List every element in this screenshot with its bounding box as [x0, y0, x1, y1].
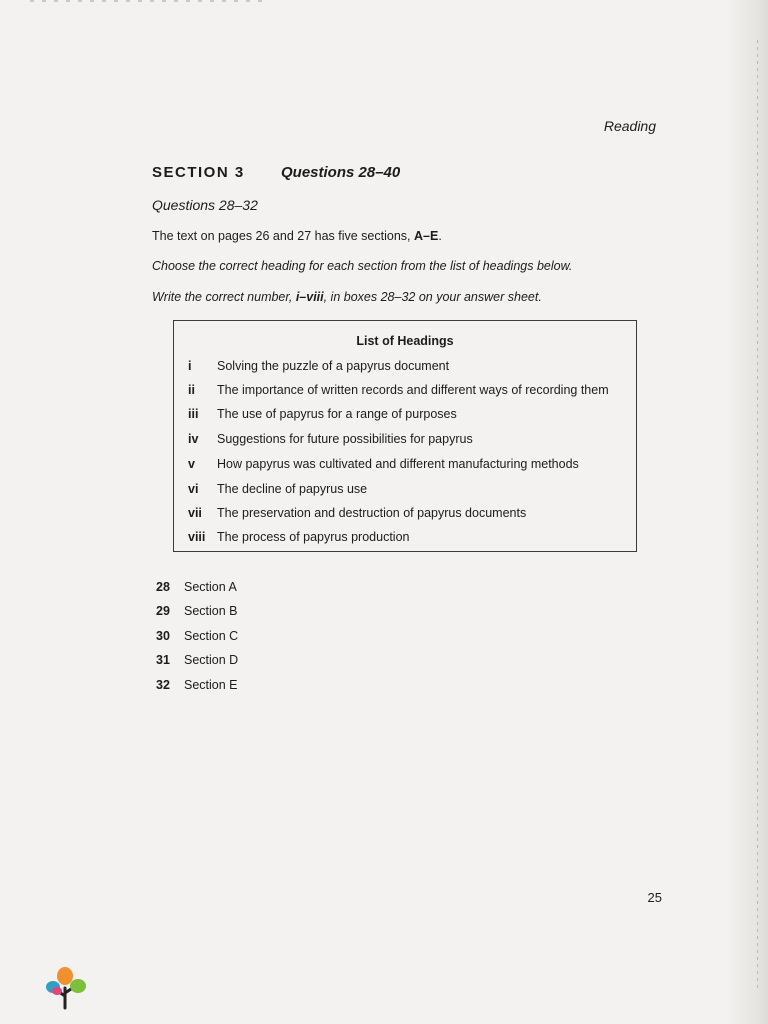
scan-artifact-top [30, 0, 270, 2]
question-number: 31 [156, 653, 170, 667]
instruction-sections: The text on pages 26 and 27 has five sections, A–E. [152, 229, 442, 243]
tree-logo-icon [44, 966, 88, 1010]
scan-edge-line [757, 40, 758, 990]
heading-item [174, 359, 636, 379]
question-number: 32 [156, 678, 170, 692]
heading-number: vi [188, 482, 199, 496]
heading-item [174, 530, 636, 550]
question-item [156, 604, 238, 624]
heading-number: vii [188, 506, 202, 520]
heading-item [174, 383, 636, 403]
heading-text: The preservation and destruction of papyrus documents [217, 506, 527, 520]
question-label: Section D [184, 653, 239, 667]
questions-subheading: Questions 28–32 [152, 197, 258, 213]
question-number: 28 [156, 580, 170, 594]
instruction-write-number: Write the correct number, i–viii, in boxes 28–32 on your answer sheet. [152, 290, 542, 304]
question-number: 30 [156, 629, 170, 643]
question-item [156, 629, 238, 649]
heading-number: v [188, 457, 195, 471]
heading-text: How papyrus was cultivated and different manufacturing methods [217, 457, 579, 471]
question-label: Section C [184, 629, 239, 643]
heading-item [174, 432, 636, 452]
heading-number: iii [188, 407, 199, 421]
instruction-choose-heading: Choose the correct heading for each section from the list of headings below. [152, 259, 573, 273]
question-item [156, 580, 237, 600]
question-item [156, 653, 238, 673]
question-label: Section B [184, 604, 238, 618]
heading-number: i [188, 359, 192, 373]
list-of-headings-box [173, 320, 637, 552]
heading-number: ii [188, 383, 195, 397]
heading-text: Suggestions for future possibilities for papyrus [217, 432, 473, 446]
list-of-headings-title: List of Headings [356, 334, 454, 348]
heading-text: The importance of written records and different ways of recording them [217, 383, 609, 397]
heading-text: The decline of papyrus use [217, 482, 368, 496]
heading-text: Solving the puzzle of a papyrus document [217, 359, 450, 373]
question-item [156, 678, 238, 698]
section-title: SECTION 3 [152, 164, 245, 181]
heading-item [174, 407, 636, 427]
heading-text: The use of papyrus for a range of purposes [217, 407, 457, 421]
scan-edge-shadow [726, 0, 768, 1024]
heading-item [174, 482, 636, 502]
page-number: 25 [647, 890, 662, 905]
question-number: 29 [156, 604, 170, 618]
heading-number: iv [188, 432, 199, 446]
page-header-reading: Reading [603, 118, 656, 134]
heading-text: The process of papyrus production [217, 530, 410, 544]
heading-number: viii [188, 530, 206, 544]
heading-item [174, 457, 636, 477]
section-questions-range: Questions 28–40 [281, 164, 401, 181]
question-label: Section A [184, 580, 237, 594]
heading-item [174, 506, 636, 526]
question-label: Section E [184, 678, 238, 692]
